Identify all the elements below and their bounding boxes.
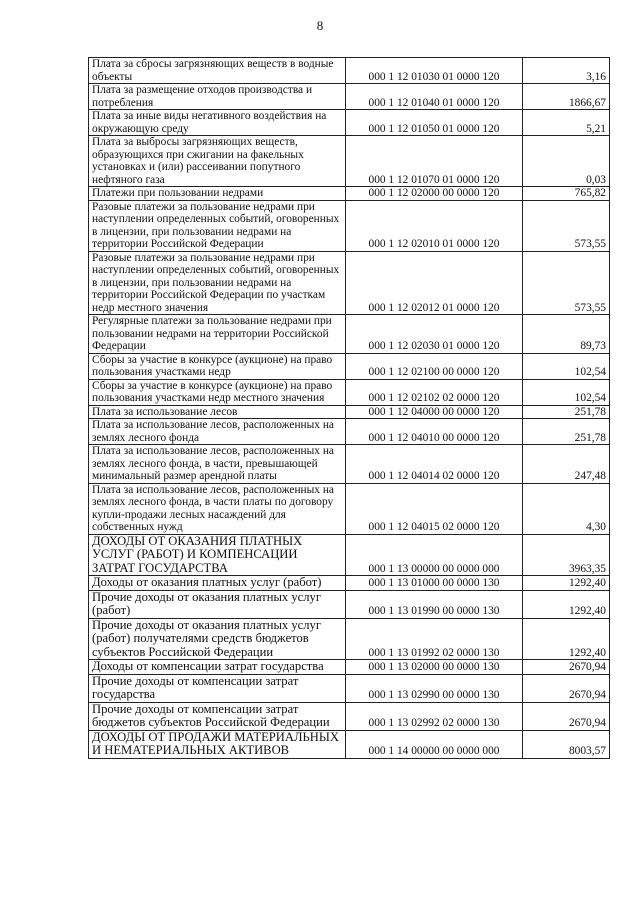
revenue-name-cell: Плата за размещение отходов производства и потребления [89,84,346,110]
table-row [89,405,610,419]
budget-code-cell: 000 1 14 00000 00 0000 000 [346,730,523,758]
budget-code-cell: 000 1 12 02000 00 0000 120 [346,187,523,201]
amount-cell: 1292,40 [523,590,610,618]
amount-cell: 1292,40 [523,618,610,660]
budget-code-cell: 000 1 13 02992 02 0000 130 [346,702,523,730]
revenue-name-cell: Прочие доходы от оказания платных услуг (работ) [89,590,346,618]
table-row [89,136,610,187]
revenue-name-cell: ДОХОДЫ ОТ ОКАЗАНИЯ ПЛАТНЫХ УСЛУГ (РАБОТ) И КОМПЕНСАЦИИ ЗАТРАТ ГОСУДАРСТВА [89,534,346,576]
table-row [89,315,610,354]
amount-cell: 5,21 [523,110,610,136]
table-row [89,251,610,315]
budget-code-cell: 000 1 12 01070 01 0000 120 [346,136,523,187]
table-row [89,84,610,110]
table-row [89,419,610,445]
revenue-name-cell: Плата за выбросы загрязняющих веществ, образующихся при сжигании на факельных установках и (или) рассеивании попутного нефтяного газа [89,136,346,187]
budget-code-cell: 000 1 13 01990 00 0000 130 [346,590,523,618]
amount-cell: 573,55 [523,200,610,251]
budget-code-cell: 000 1 12 02030 01 0000 120 [346,315,523,354]
budget-code-cell: 000 1 12 04014 02 0000 120 [346,445,523,484]
table-row [89,445,610,484]
revenue-name-cell: Доходы от оказания платных услуг (работ) [89,576,346,591]
revenue-name-cell: Сборы за участие в конкурсе (аукционе) на право пользования участками недр местного значения [89,379,346,405]
table-row [89,110,610,136]
table-row [89,576,610,591]
table-row [89,730,610,758]
revenue-name-cell: Платежи при пользовании недрами [89,187,346,201]
amount-cell: 2670,94 [523,660,610,675]
table-row [89,379,610,405]
revenue-name-cell: Плата за использование лесов [89,405,346,419]
table-row [89,534,610,576]
revenue-name-cell: Регулярные платежи за пользование недрами при пользовании недрами на территории Российской Федерации [89,315,346,354]
budget-code-cell: 000 1 12 04015 02 0000 120 [346,483,523,534]
budget-code-cell: 000 1 12 02012 01 0000 120 [346,251,523,315]
amount-cell: 247,48 [523,445,610,484]
amount-cell: 102,54 [523,353,610,379]
amount-cell: 3,16 [523,58,610,84]
amount-cell: 1292,40 [523,576,610,591]
revenue-name-cell: Плата за иные виды негативного воздействия на окружающую среду [89,110,346,136]
budget-code-cell: 000 1 12 02010 01 0000 120 [346,200,523,251]
budget-code-cell: 000 1 12 04000 00 0000 120 [346,405,523,419]
budget-code-cell: 000 1 12 01040 01 0000 120 [346,84,523,110]
amount-cell: 573,55 [523,251,610,315]
amount-cell: 765,82 [523,187,610,201]
revenue-name-cell: ДОХОДЫ ОТ ПРОДАЖИ МАТЕРИАЛЬНЫХ И НЕМАТЕРИАЛЬНЫХ АКТИВОВ [89,730,346,758]
amount-cell: 89,73 [523,315,610,354]
budget-code-cell: 000 1 13 00000 00 0000 000 [346,534,523,576]
budget-code-cell: 000 1 13 02000 00 0000 130 [346,660,523,675]
revenue-name-cell: Плата за использование лесов, расположенных на землях лесного фонда [89,419,346,445]
table-row [89,660,610,675]
budget-code-cell: 000 1 12 02100 00 0000 120 [346,353,523,379]
amount-cell: 102,54 [523,379,610,405]
budget-code-cell: 000 1 12 02102 02 0000 120 [346,379,523,405]
budget-code-cell: 000 1 12 01050 01 0000 120 [346,110,523,136]
table-row [89,58,610,84]
amount-cell: 3963,35 [523,534,610,576]
table-row [89,702,610,730]
revenue-name-cell: Сборы за участие в конкурсе (аукционе) на право пользования участками недр [89,353,346,379]
budget-code-cell: 000 1 12 01030 01 0000 120 [346,58,523,84]
revenue-name-cell: Плата за использование лесов, расположенных на землях лесного фонда, в части платы по договору купли-продажи лесных насаждений для собственных нужд [89,483,346,534]
budget-code-cell: 000 1 12 04010 00 0000 120 [346,419,523,445]
revenue-name-cell: Прочие доходы от компенсации затрат бюджетов субъектов Российской Федерации [89,702,346,730]
page-number: 8 [316,18,324,33]
revenue-name-cell: Разовые платежи за пользование недрами при наступлении определенных событий, оговоренных в лицензии, при пользовании недрами на территории Российской Федерации [89,200,346,251]
budget-revenue-table [88,57,610,759]
amount-cell: 2670,94 [523,674,610,702]
table-row [89,590,610,618]
revenue-name-cell: Плата за сбросы загрязняющих веществ в водные объекты [89,58,346,84]
table-row [89,674,610,702]
budget-code-cell: 000 1 13 01992 02 0000 130 [346,618,523,660]
revenue-name-cell: Прочие доходы от компенсации затрат государства [89,674,346,702]
budget-code-cell: 000 1 13 02990 00 0000 130 [346,674,523,702]
table-row [89,187,610,201]
table-row [89,483,610,534]
amount-cell: 8003,57 [523,730,610,758]
table-row [89,200,610,251]
budget-code-cell: 000 1 13 01000 00 0000 130 [346,576,523,591]
table-row [89,353,610,379]
amount-cell: 0,03 [523,136,610,187]
revenue-name-cell: Доходы от компенсации затрат государства [89,660,346,675]
amount-cell: 251,78 [523,419,610,445]
revenue-name-cell: Разовые платежи за пользование недрами при наступлении определенных событий, оговоренных в лицензии, при пользовании недрами на территории Российской Федерации по участкам недр местного значения [89,251,346,315]
amount-cell: 2670,94 [523,702,610,730]
budget-table-body [89,58,610,759]
amount-cell: 1866,67 [523,84,610,110]
revenue-name-cell: Прочие доходы от оказания платных услуг (работ) получателями средств бюджетов субъектов Российской Федерации [89,618,346,660]
amount-cell: 251,78 [523,405,610,419]
table-row [89,618,610,660]
amount-cell: 4,30 [523,483,610,534]
revenue-name-cell: Плата за использование лесов, расположенных на землях лесного фонда, в части, превышающей минимальный размер арендной платы [89,445,346,484]
